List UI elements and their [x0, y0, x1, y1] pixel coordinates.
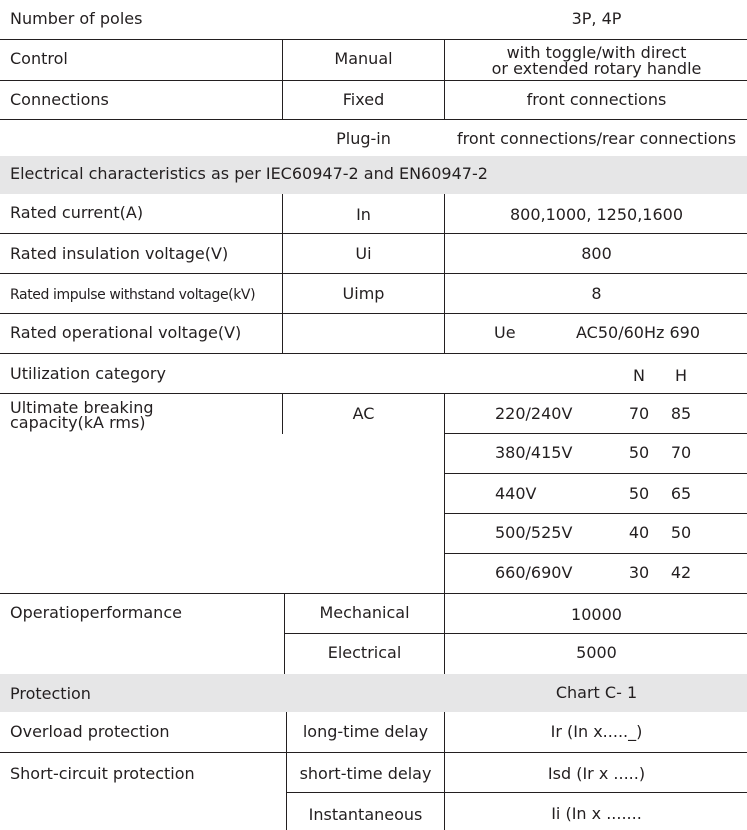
row-utilization-category [0, 353, 747, 394]
label-utilization-category: Utilization category [10, 364, 166, 383]
label-breaking-line1: Ultimate breaking [10, 398, 154, 417]
breaking-h-value: 85 [670, 404, 692, 423]
row-short-circuit-protection [0, 752, 747, 793]
breaking-ac: AC [352, 404, 375, 423]
breaking-n-value: 30 [628, 563, 650, 582]
divider [444, 712, 445, 753]
label-rated-current: Rated current(A) [10, 203, 144, 222]
plugin-type: Plug-in [336, 129, 391, 148]
row-breaking-380 [0, 433, 747, 474]
label-connections: Connections [10, 90, 109, 109]
divider [444, 753, 445, 793]
short-circuit-setting: Isd (Ir x .....) [547, 764, 646, 783]
overload-delay-type: long-time delay [302, 722, 429, 741]
operational-ue: Ue [494, 323, 516, 342]
breaking-voltage: 220/240V [495, 404, 573, 423]
plugin-value: front connections/rear connections [456, 129, 737, 148]
performance-electrical-label: Electrical [327, 643, 402, 662]
value-number-of-poles: 3P, 4P [571, 9, 622, 28]
row-rated-operational-voltage [0, 313, 747, 354]
impulse-symbol: Uimp [342, 284, 385, 303]
row-instantaneous [0, 792, 747, 830]
short-circuit-delay-type: short-time delay [299, 764, 432, 783]
operational-value: AC50/60Hz 690 [576, 323, 700, 342]
divider [444, 633, 445, 674]
divider [444, 314, 445, 354]
insulation-value: 800 [581, 244, 612, 263]
row-performance-electrical [0, 633, 747, 674]
row-breaking-660 [0, 553, 747, 594]
control-value-line2: or extended rotary handle [491, 59, 702, 78]
divider [286, 792, 747, 793]
divider [444, 433, 747, 434]
label-short-circuit-protection: Short-circuit protection [10, 764, 195, 783]
protection-chart-reference: Chart C- 1 [555, 683, 638, 702]
breaking-voltage: 380/415V [495, 443, 573, 462]
row-breaking-500 [0, 513, 747, 554]
instantaneous-setting: Ii (In x ....... [551, 804, 642, 823]
instantaneous-type: Instantaneous [308, 805, 423, 824]
divider [282, 314, 283, 354]
breaking-voltage: 440V [495, 484, 537, 503]
divider [444, 81, 445, 120]
performance-mechanical-label: Mechanical [319, 603, 410, 622]
row-rated-current [0, 194, 747, 234]
utilization-n-header: N [633, 366, 645, 385]
breaking-voltage: 660/690V [495, 563, 573, 582]
impulse-value: 8 [591, 284, 602, 303]
label-rated-impulse-voltage: Rated impulse withstand voltage(kV) [10, 287, 256, 303]
divider [444, 513, 747, 514]
connections-value: front connections [526, 90, 667, 109]
breaking-n-value: 40 [628, 523, 650, 542]
control-type: Manual [334, 49, 393, 68]
label-rated-insulation-voltage: Rated insulation voltage(V) [10, 244, 229, 263]
divider [444, 594, 445, 634]
row-breaking-capacity [0, 393, 747, 434]
divider [444, 473, 445, 514]
label-breaking-line2: capacity(kA rms) [10, 413, 146, 432]
breaking-n-value: 70 [628, 404, 650, 423]
label-number-of-poles: Number of poles [10, 9, 143, 28]
row-plug-in [0, 119, 747, 157]
divider [444, 553, 445, 594]
label-overload-protection: Overload protection [10, 722, 170, 741]
divider [284, 633, 747, 634]
rated-current-value: 800,1000, 1250,1600 [509, 205, 684, 224]
section-header-protection [0, 674, 747, 712]
divider [444, 234, 445, 274]
label-rated-operational-voltage: Rated operational voltage(V) [10, 323, 242, 342]
breaking-n-value: 50 [628, 443, 650, 462]
divider [444, 194, 445, 234]
divider [444, 433, 445, 474]
row-number-of-poles [0, 0, 747, 40]
row-operation-performance [0, 593, 747, 634]
connections-type: Fixed [342, 90, 385, 109]
insulation-symbol: Ui [355, 244, 372, 263]
utilization-h-header: H [674, 366, 688, 385]
divider [444, 40, 445, 81]
overload-setting: Ir (In x....._) [550, 722, 643, 741]
protection-header-text: Protection [10, 684, 91, 703]
label-operation-performance: Operatioperformance [10, 603, 182, 622]
divider [444, 473, 747, 474]
divider [444, 274, 445, 314]
breaking-h-value: 70 [670, 443, 692, 462]
performance-mechanical-value: 10000 [571, 605, 622, 624]
row-rated-insulation-voltage [0, 233, 747, 274]
divider [444, 553, 747, 554]
label-control: Control [10, 49, 68, 68]
divider [444, 394, 445, 434]
row-rated-impulse-voltage [0, 273, 747, 314]
performance-electrical-value: 5000 [576, 643, 617, 662]
divider [444, 513, 445, 554]
breaking-h-value: 65 [670, 484, 692, 503]
electrical-header-text: Electrical characteristics as per IEC60947-2 and EN60947-2 [10, 164, 488, 183]
breaking-voltage: 500/525V [495, 523, 573, 542]
rated-current-symbol: In [356, 205, 371, 224]
section-header-electrical [0, 156, 747, 194]
breaking-n-value: 50 [628, 484, 650, 503]
row-overload-protection [0, 712, 747, 753]
breaking-h-value: 42 [670, 563, 692, 582]
breaking-h-value: 50 [670, 523, 692, 542]
control-value-line1: with toggle/with direct [506, 43, 687, 62]
divider [444, 792, 445, 830]
row-connections [0, 80, 747, 120]
row-breaking-440 [0, 473, 747, 514]
row-control [0, 39, 747, 81]
